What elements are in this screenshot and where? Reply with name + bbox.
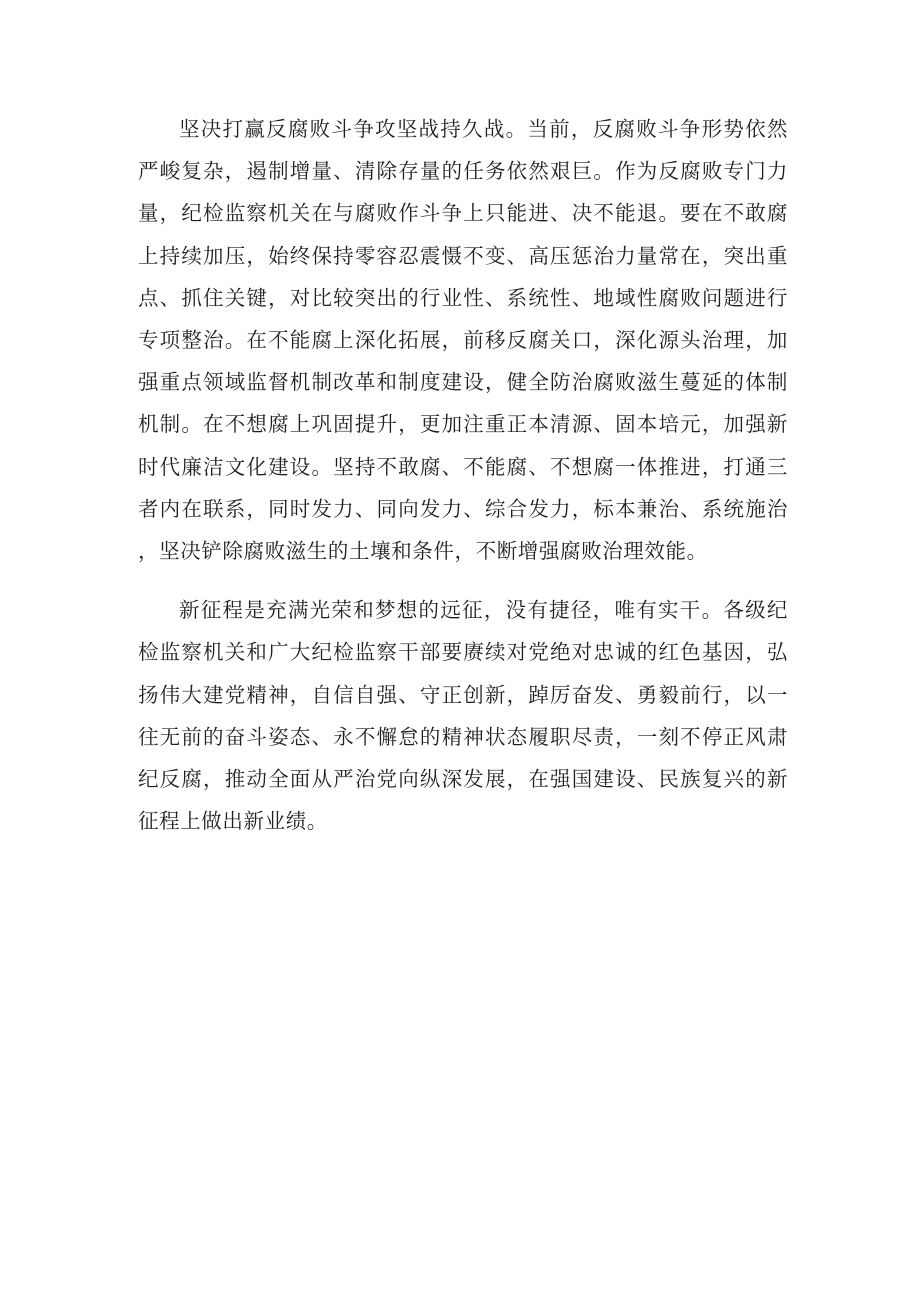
paragraph-anti-corruption: 坚决打赢反腐败斗争攻坚战持久战。当前，反腐败斗争形势依然严峻复杂，遏制增量、清除存量的任务依然艰巨。作为反腐败专门力量，纪检监察机关在与腐败作斗争上只能进、决不能退。要在不敢腐上持续加压，始终保持零容忍震慑不变、高压惩治力量常在，突出重点、抓住关键，对比较突出的行业性、系统性、地域性腐败问题进行专项整治。在不能腐上深化拓展，前移反腐关口，深化源头治理，加强重点领域监督机制改革和制度建设，健全防治腐败滋生蔓延的体制机制。在不想腐上巩固提升，更加注重正本清源、固本培元，加强新时代廉洁文化建设。坚持不敢腐、不能腐、不想腐一体推进，打通三者内在联系，同时发力、同向发力、综合发力，标本兼治、系统施治，坚决铲除腐败滋生的土壤和条件，不断增强腐败治理效能。 [138,117,788,564]
document-body [138,108,788,842]
paragraph-new-journey: 新征程是充满光荣和梦想的远征，没有捷径，唯有实干。各级纪检监察机关和广大纪检监察干部要赓续对党绝对忠诚的红色基因，弘扬伟大建党精神，自信自强、守正创新，踔厉奋发、勇毅前行，以一往无前的奋斗姿态、永不懈怠的精神状态履职尽责，一刻不停正风肃纪反腐，推动全面从严治党向纵深发展，在强国建设、民族复兴的新征程上做出新业绩。 [138,598,788,834]
